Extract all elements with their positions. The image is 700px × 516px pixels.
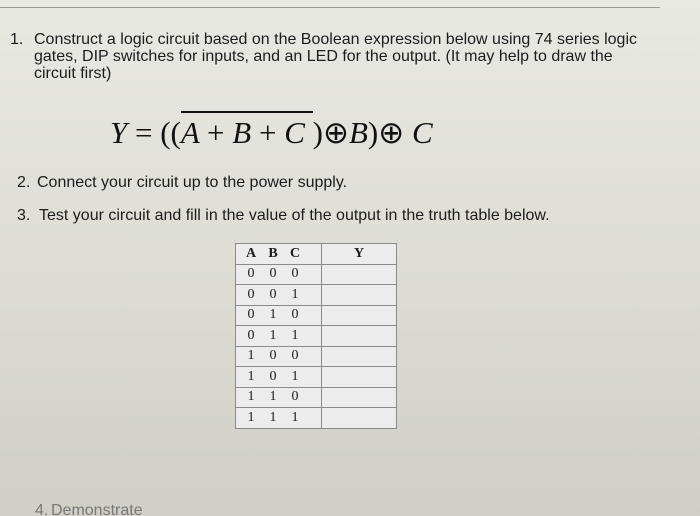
formula-negated-term [181, 111, 313, 150]
input-a-value: 1 [247, 368, 255, 384]
input-a-value: 1 [247, 389, 255, 405]
input-b-value: 1 [269, 327, 277, 343]
input-b-value: 0 [269, 266, 277, 282]
input-c-value: 1 [291, 368, 299, 384]
output-y-cell[interactable] [322, 367, 397, 388]
question-3-text: Test your circuit and fill in the value of the output in the truth table below. [39, 207, 550, 224]
output-y-cell[interactable] [322, 346, 397, 367]
question-1-text: Construct a logic circuit based on the Boolean expression below using 74 series logic gates, DIP switches for inputs, and an LED for the output. (It may help to draw the circuit first) [34, 31, 638, 82]
formula-b-1: B [232, 115, 252, 150]
input-c-value: 0 [291, 307, 299, 323]
input-c-value: 1 [291, 409, 299, 425]
truth-table-inputs-cell [236, 387, 322, 408]
truth-table-row [236, 305, 397, 326]
input-a-value: 0 [247, 307, 255, 323]
input-b-value: 1 [269, 409, 277, 425]
truth-table-row [236, 387, 397, 408]
question-1-number: 1. [10, 31, 24, 48]
output-y-cell[interactable] [322, 326, 397, 347]
input-a-value: 1 [247, 348, 255, 364]
input-b-value: 0 [269, 368, 277, 384]
output-y-cell[interactable] [322, 305, 397, 326]
output-y-cell[interactable] [322, 264, 397, 285]
formula-plus-2: + [258, 115, 277, 150]
truth-table-row [236, 264, 397, 285]
input-a-value: 0 [247, 286, 255, 302]
boolean-expression [110, 115, 433, 151]
formula-equals: = [135, 115, 153, 150]
truth-table-input-header [236, 244, 322, 265]
truth-table-inputs-cell [236, 408, 322, 429]
input-a-value: 0 [247, 266, 255, 282]
header-c: C [289, 245, 301, 261]
truth-table-header-row [236, 244, 397, 265]
input-c-value: 0 [291, 348, 299, 364]
truth-table-row [236, 408, 397, 429]
truth-table-inputs-cell [236, 305, 322, 326]
truth-table-row [236, 346, 397, 367]
truth-table-row [236, 285, 397, 306]
truth-table [235, 243, 397, 429]
input-c-value: 1 [291, 327, 299, 343]
truth-table-inputs-cell [236, 346, 322, 367]
question-2-text: Connect your circuit up to the power supply. [37, 174, 348, 191]
truth-table-row [236, 326, 397, 347]
output-y-cell[interactable] [322, 408, 397, 429]
input-b-value: 1 [269, 307, 277, 323]
input-b-value: 0 [269, 286, 277, 302]
top-divider [0, 7, 660, 8]
truth-table-inputs-cell [236, 264, 322, 285]
input-c-value: 0 [291, 266, 299, 282]
truth-table-row [236, 367, 397, 388]
truth-table-inputs-cell [236, 285, 322, 306]
output-y-cell[interactable] [322, 285, 397, 306]
formula-open-parens: (( [160, 115, 181, 150]
question-4-number: 4. [35, 502, 49, 516]
formula-close-paren-2: ) [367, 115, 379, 150]
truth-table-inputs-cell [236, 367, 322, 388]
input-c-value: 0 [291, 389, 299, 405]
input-b-value: 1 [269, 389, 277, 405]
question-2-number: 2. [17, 174, 31, 191]
truth-table-inputs-cell [236, 326, 322, 347]
formula-close-paren-1: ) [312, 115, 323, 150]
formula-output: Y [110, 115, 128, 150]
formula-c-1: C [284, 115, 305, 150]
input-a-value: 1 [247, 409, 255, 425]
question-4-text: Demonstrate [51, 502, 143, 516]
input-b-value: 0 [269, 348, 277, 364]
output-y-cell[interactable] [322, 387, 397, 408]
formula-xor-2: ⊕ [378, 115, 405, 150]
input-a-value: 0 [247, 327, 255, 343]
formula-a: A [180, 115, 200, 150]
formula-c-2: C [411, 115, 433, 150]
formula-plus-1: + [207, 115, 225, 150]
formula-b-2: B [348, 115, 368, 150]
formula-xor-1: ⊕ [322, 115, 349, 150]
question-3-number: 3. [17, 207, 31, 224]
header-y: Y [322, 244, 397, 265]
header-a: A [245, 245, 257, 261]
header-b: B [268, 245, 278, 261]
truth-table-body [236, 264, 397, 428]
input-c-value: 1 [291, 286, 299, 302]
